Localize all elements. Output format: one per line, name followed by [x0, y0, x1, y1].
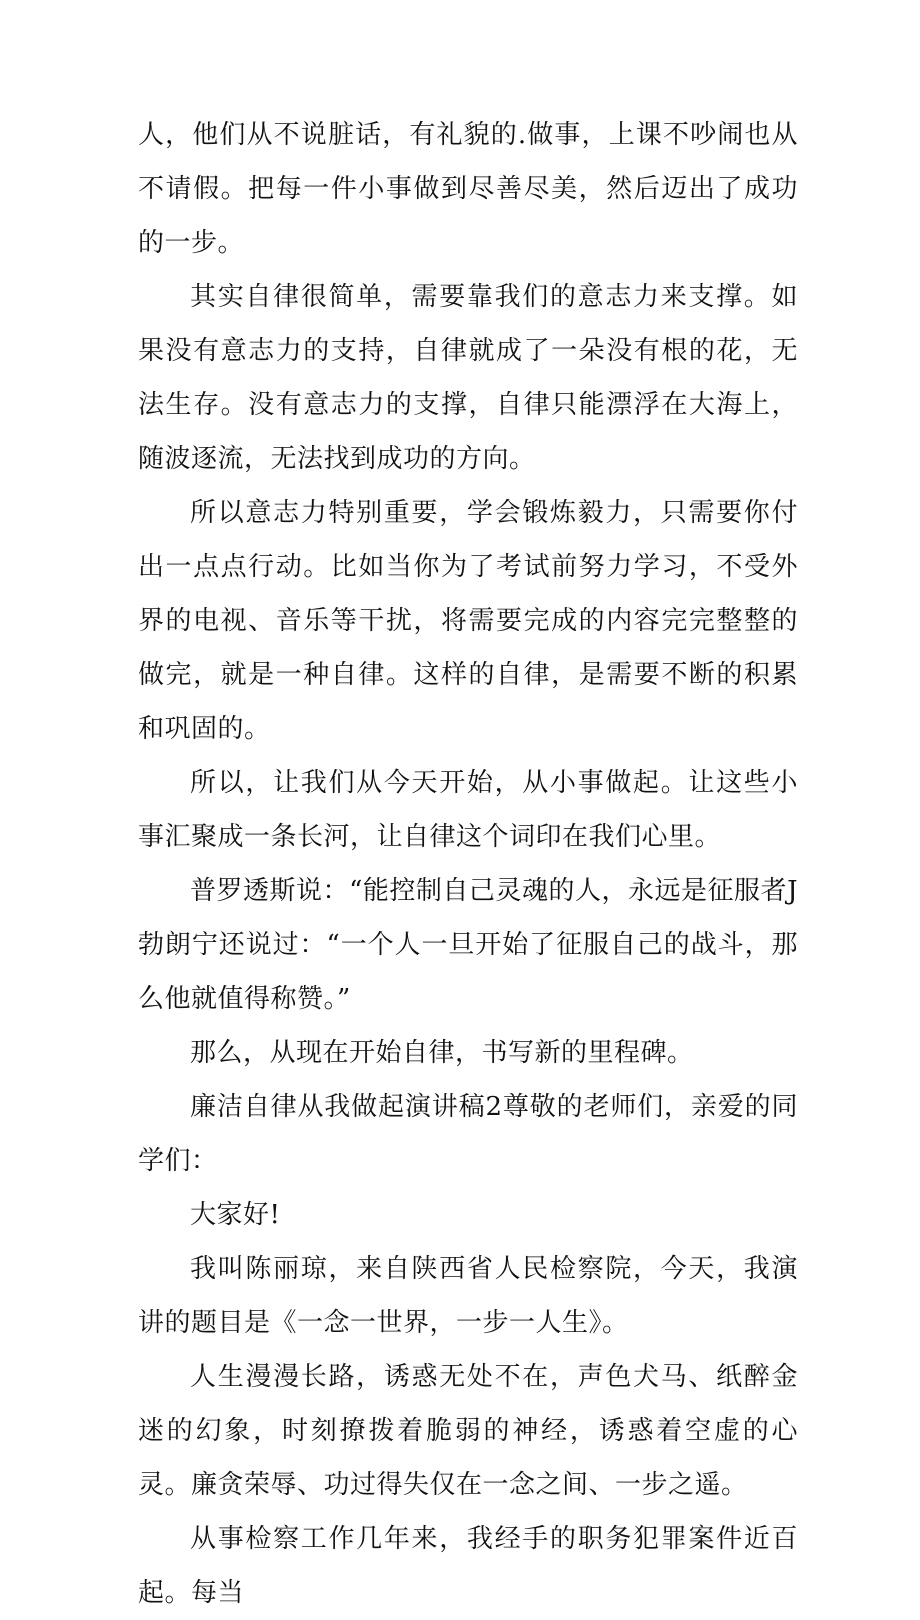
paragraph-1: 人，他们从不说脏话，有礼貌的.做事，上课不吵闹也从不请假。把每一件小事做到尽善尽美，然后迈出了成功的一步。 [138, 120, 798, 258]
paragraph-2: 其实自律很简单，需要靠我们的意志力来支撑。如果没有意志力的支持，自律就成了一朵没有根的花，无法生存。没有意志力的支撑，自律只能漂浮在大海上，随波逐流，无法找到成功的方向。 [138, 282, 798, 474]
document-body [138, 108, 798, 1620]
paragraph-hello: 大家好! [190, 1200, 281, 1230]
paragraph-temptation: 人生漫漫长路，诱惑无处不在，声色犬马、纸醉金迷的幻象，时刻撩拨着脆弱的神经，诱惑着空虚的心灵。廉贪荣辱、功过得失仅在一念之间、一步之遥。 [138, 1362, 798, 1500]
paragraph-6: 那么，从现在开始自律，书写新的里程碑。 [190, 1038, 694, 1068]
paragraph-3: 所以意志力特别重要，学会锻炼毅力，只需要你付出一点点行动。比如当你为了考试前努力学习，不受外界的电视、音乐等干扰，将需要完成的内容完完整整的做完，就是一种自律。这样的自律，是需要不断的积累和巩固的。 [138, 498, 798, 744]
paragraph-5-quote: 普罗透斯说：“能控制自己灵魂的人，永远是征服者J勃朗宁还说过：“一个人一旦开始了征服自己的战斗，那么他就值得称赞。” [138, 876, 798, 1014]
paragraph-intro: 我叫陈丽琼，来自陕西省人民检察院，今天，我演讲的题目是《一念一世界，一步一人生》。 [138, 1254, 798, 1338]
paragraph-last: 从事检察工作几年来，我经手的职务犯罪案件近百起。每当 [138, 1524, 798, 1608]
speech-title-greeting: 廉洁自律从我做起演讲稿2尊敬的老师们，亲爱的同学们： [138, 1092, 798, 1176]
paragraph-4: 所以，让我们从今天开始，从小事做起。让这些小事汇聚成一条长河，让自律这个词印在我们心里。 [138, 768, 798, 852]
